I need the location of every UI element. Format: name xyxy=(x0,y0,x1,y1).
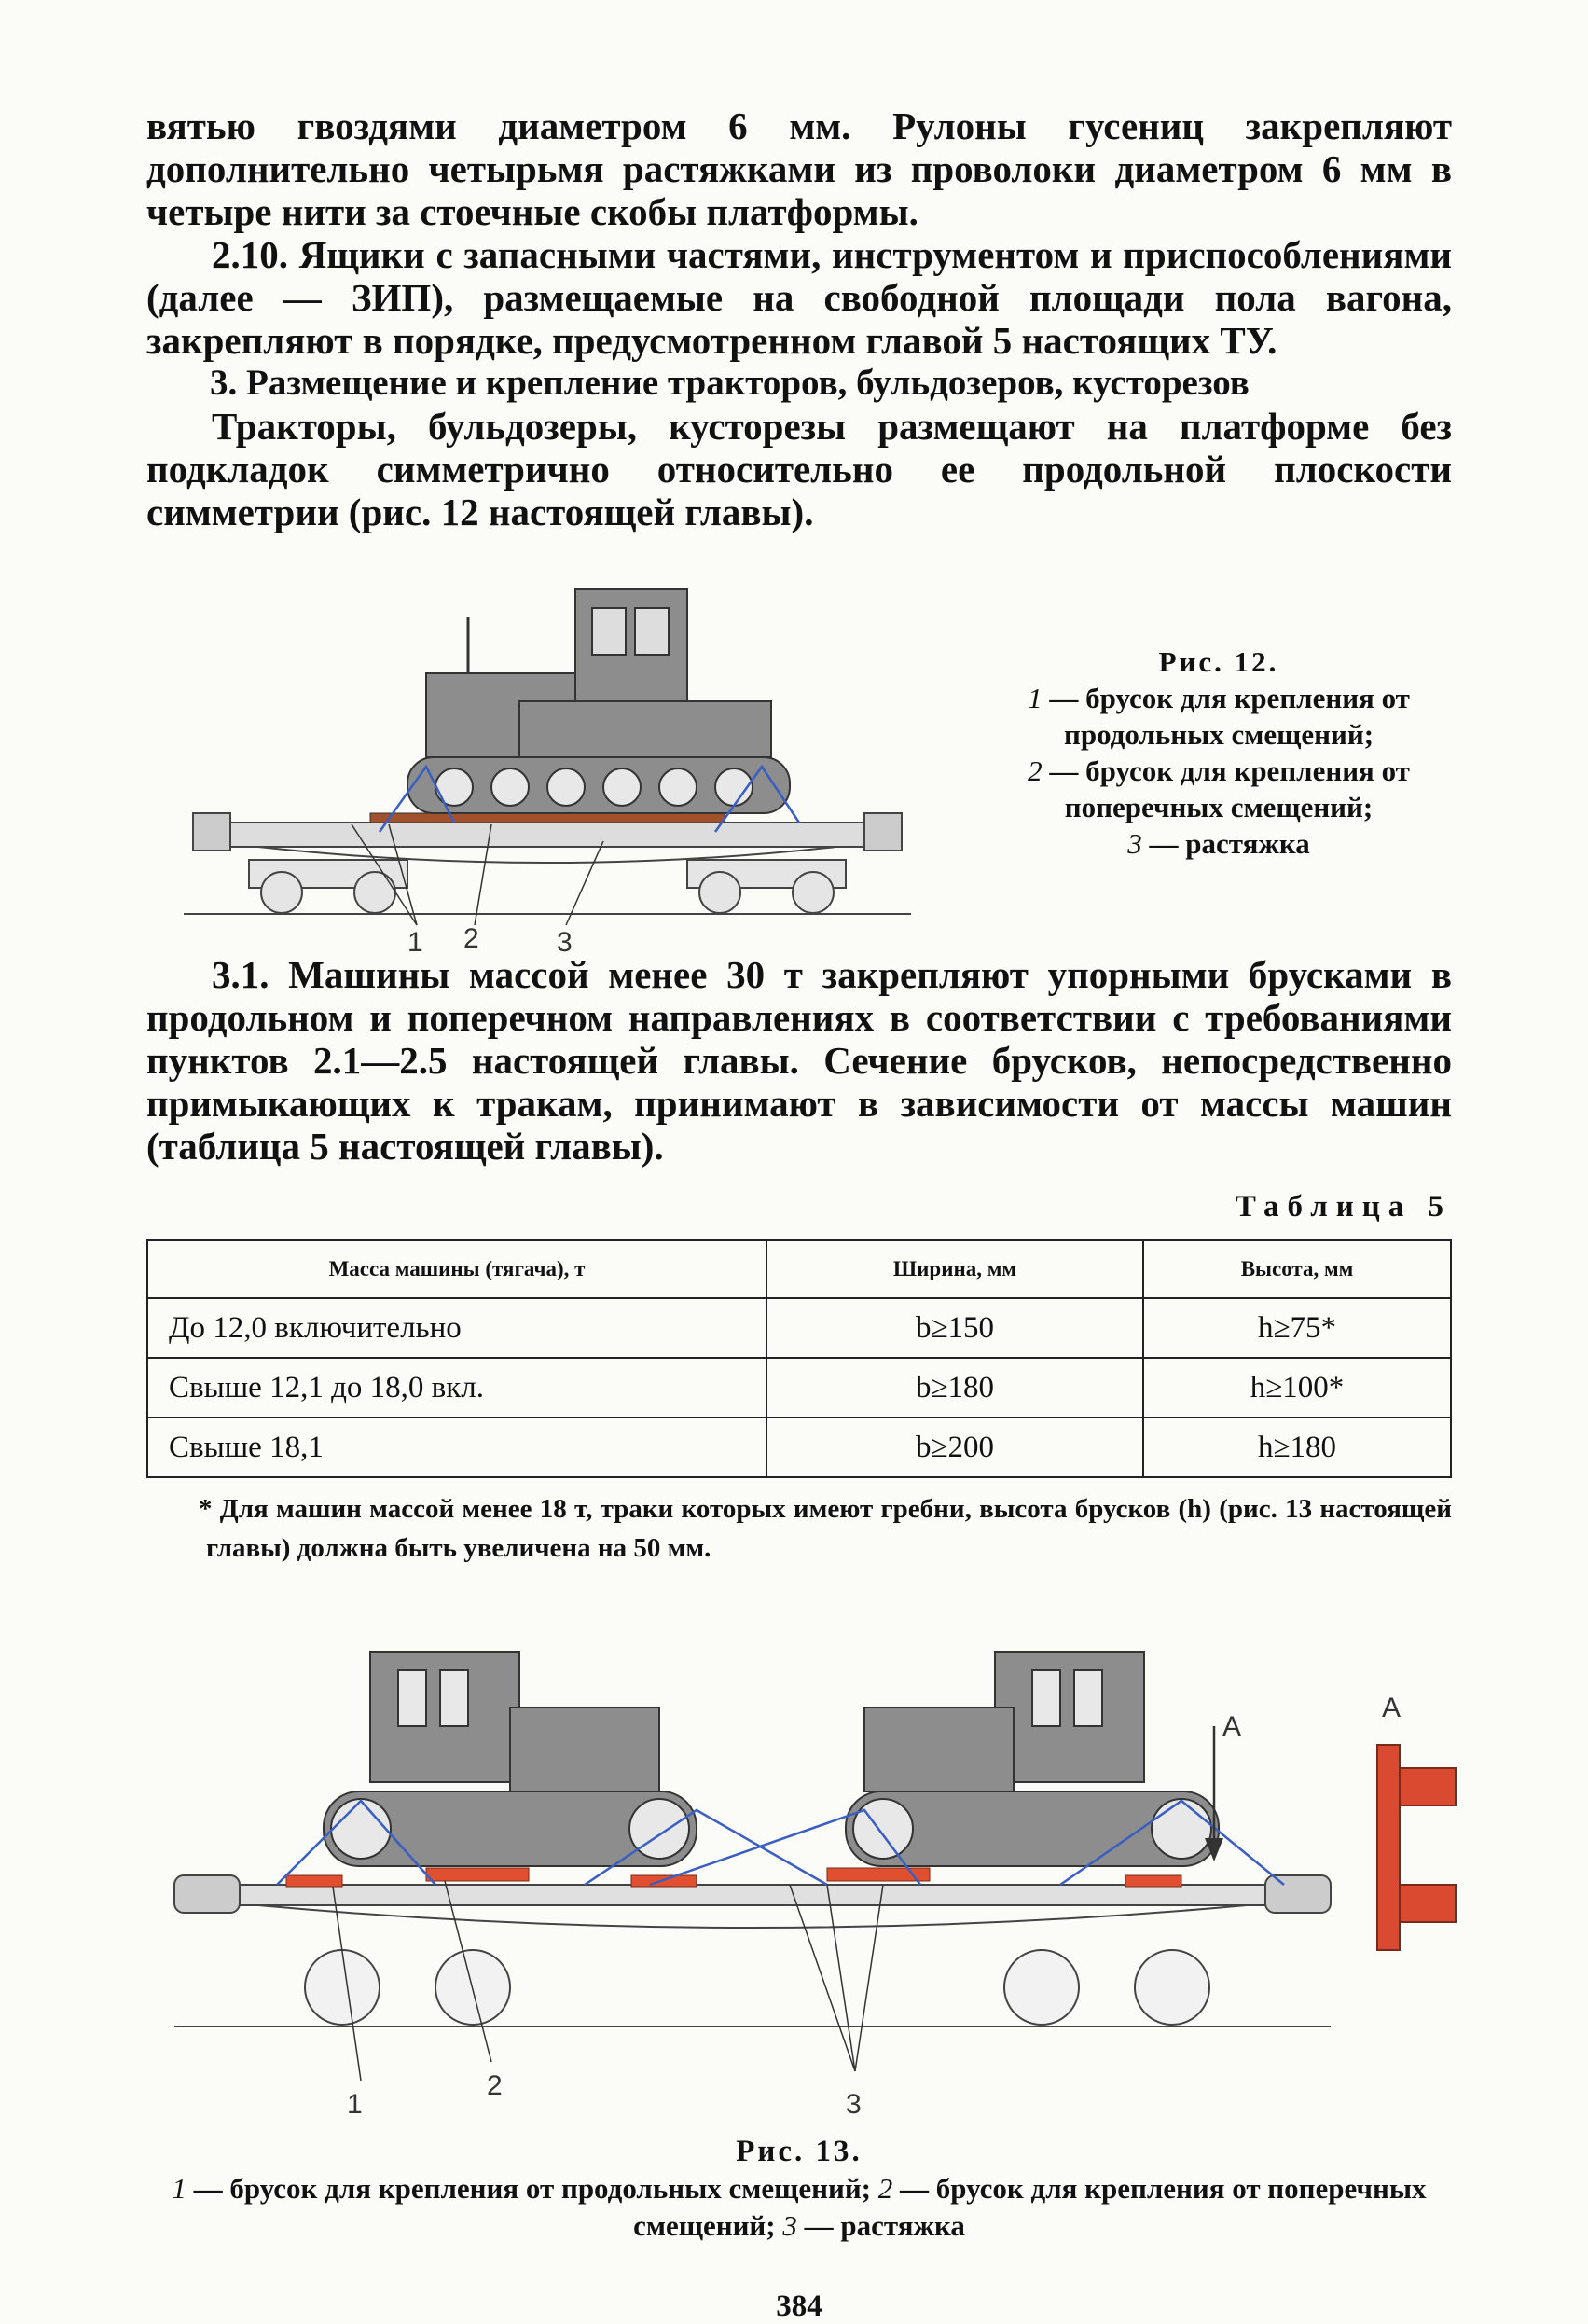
figure-13-view-label: A xyxy=(1382,1693,1402,1723)
figure-12 xyxy=(146,533,1452,953)
table-cell-height: h≥75* xyxy=(1143,1298,1451,1358)
figure-12-label-2: 2 xyxy=(463,923,479,953)
figure-13-arrow-label: A xyxy=(1222,1711,1242,1742)
table-cell-width: b≥200 xyxy=(766,1418,1143,1477)
figure-12-drawing xyxy=(146,561,948,953)
paragraph-continuation: вятью гвоздями диаметром 6 мм. Рулоны гусениц закрепляют дополнительно четырьмя растяжками из проволоки диаметром 6 мм в четыре нити за стоечные скобы платформы. xyxy=(146,104,1452,233)
table-cell-height: h≥180 xyxy=(1143,1418,1451,1477)
figure-12-label-1: 1 xyxy=(407,927,423,953)
table-cell-width: b≥180 xyxy=(766,1358,1143,1418)
paragraph-2-10: 2.10. Ящики с запасными частями, инструментом и приспособлениями (далее — ЗИП), размещаемые на свободной площади пола вагона, закрепляют в порядке, предусмотренном главой 5 настоящих ТУ. xyxy=(146,233,1452,362)
table-cell-width: b≥150 xyxy=(766,1298,1143,1358)
figure-12-caption xyxy=(986,643,1452,862)
table-5 xyxy=(146,1239,1452,1478)
table-5-footnote: * Для машин массой менее 18 т, траки которых имеют гребни, высота брусков (h) (рис. 13 настоящей главы) должна быть увеличена на 50 мм. xyxy=(199,1494,1452,1563)
figure-13 xyxy=(146,1605,1452,2127)
figure-12-item-1: 1 — брусок для крепления от продольных смещений; xyxy=(1028,682,1410,751)
figure-13-caption xyxy=(146,2133,1452,2245)
table-cell-height: h≥100* xyxy=(1143,1358,1451,1418)
table-cell-mass: До 12,0 включительно xyxy=(147,1298,766,1358)
figure-13-label-3: 3 xyxy=(846,2089,862,2120)
paragraph-3-1: 3.1. Машины массой менее 30 т закрепляют упорными брусками в продольном и поперечном направлениях в соответствии с требованиями пунктов 2.1—2.5 настоящей главы. Сечение брусков, непосредственно примыкающих к тракам, принимают в зависимости от массы машин (таблица 5 настоящей главы). xyxy=(146,953,1452,1168)
page-number: 384 xyxy=(776,2289,822,2323)
table-row xyxy=(147,1298,1451,1358)
figure-12-item-2: 2 — брусок для крепления от поперечных смещений; xyxy=(1028,754,1410,823)
figure-13-drawing xyxy=(118,1605,1480,2127)
table-header-height: Высота, мм xyxy=(1143,1240,1451,1298)
table-row xyxy=(147,1358,1451,1418)
figure-12-item-3: 3 — растяжка xyxy=(1127,827,1310,860)
paragraph-section-3: Тракторы, бульдозеры, кусторезы размещают на платформе без подкладок симметрично относительно ее продольной плоскости симметрии (рис. 12 настоящей главы). xyxy=(146,405,1452,533)
table-header-mass: Масса машины (тягача), т xyxy=(147,1240,766,1298)
figure-12-title: Рис. 12. xyxy=(1158,645,1279,678)
table-header-width: Ширина, мм xyxy=(766,1240,1143,1298)
section-3-title: 3. Размещение и крепление тракторов, бульдозеров, кусторезов xyxy=(210,363,1250,403)
figure-13-title: Рис. 13. xyxy=(736,2135,863,2168)
table-row xyxy=(147,1418,1451,1477)
table-5-caption: Таблица 5 xyxy=(1235,1190,1452,1224)
table-cell-mass: Свыше 12,1 до 18,0 вкл. xyxy=(147,1358,766,1418)
figure-13-label-2: 2 xyxy=(487,2070,503,2101)
figure-13-items: 1 — брусок для крепления от продольных смещений; 2 — брусок для крепления от поперечных смещений; 3 — растяжка xyxy=(172,2172,1427,2242)
table-header-row xyxy=(147,1240,1451,1298)
figure-13-label-1: 1 xyxy=(347,2089,363,2120)
figure-12-label-3: 3 xyxy=(557,927,573,953)
table-cell-mass: Свыше 18,1 xyxy=(147,1418,766,1477)
